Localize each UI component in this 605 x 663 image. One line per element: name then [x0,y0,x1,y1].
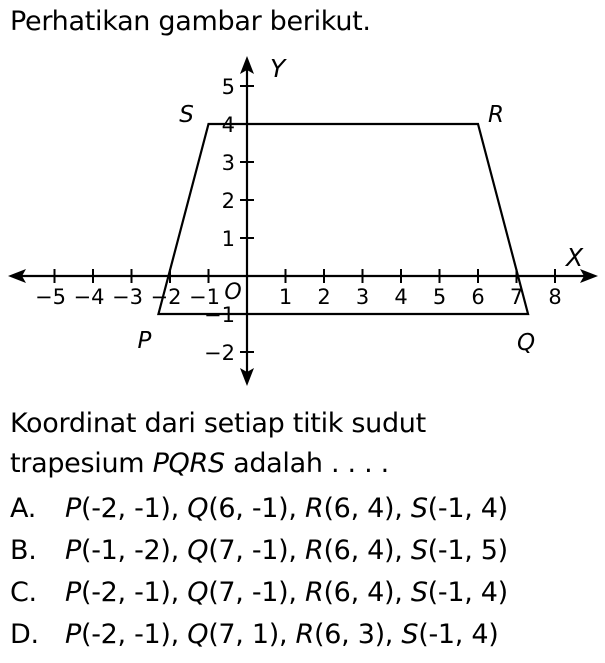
question-line-2-pre: trapesium [10,448,153,479]
option-text [65,530,508,572]
point-name: P [65,577,81,608]
x-tick-label: 3 [355,285,370,309]
point-coordinates: (-2, -1), [80,577,188,608]
y-axis-label: Y [270,54,286,83]
x-tick-label: 5 [432,285,447,309]
point-name: R [304,535,324,566]
y-tick-label: 3 [221,151,235,175]
point-coordinates: (7, 1), [208,619,296,650]
point-name: S [401,619,419,650]
point-coordinates: (7, -1), [208,577,305,608]
x-tick-label: −2 [150,285,182,309]
point-name: R [304,577,324,608]
vertex-label-s: S [179,102,194,128]
point-name: R [295,619,315,650]
point-coordinates: (-1, 4) [427,577,508,608]
vertex-label-q: Q [516,330,536,356]
point-coordinates: (-1, 4) [427,493,508,524]
question-line-1: Koordinat dari setiap titik sudut [10,408,426,439]
point-name: S [410,577,428,608]
point-coordinates: (6, -1), [208,493,305,524]
point-coordinates: (-2, -1), [80,493,188,524]
point-coordinates: (6, 4), [323,577,411,608]
option-b[interactable] [10,530,508,572]
option-label: D. [10,619,39,650]
point-coordinates: (6, 4), [323,493,411,524]
intro-text: Perhatikan gambar berikut. [10,6,371,37]
option-label: A. [10,493,36,524]
option-text [65,488,508,530]
option-text [65,614,498,656]
point-coordinates: (6, 3), [314,619,402,650]
point-coordinates: (-1, -2), [80,535,188,566]
point-name: Q [187,619,209,650]
y-tick-label: 4 [221,113,235,137]
y-tick-label: 5 [221,75,235,99]
x-tick-label: −4 [73,285,105,309]
question-line-2 [10,444,426,484]
option-label: C. [10,577,37,608]
question-text [10,404,426,484]
x-tick-label: −5 [35,285,66,309]
point-name: Q [187,577,209,608]
option-d[interactable] [10,614,508,656]
point-name: Q [187,493,209,524]
y-tick-label: 1 [221,227,235,251]
x-tick-label: 7 [509,285,524,309]
y-tick-label: 2 [221,189,235,213]
point-name: P [65,493,81,524]
option-text [65,572,508,614]
x-tick-label: 2 [317,285,331,309]
point-coordinates: (-2, -1), [80,619,188,650]
point-coordinates: (7, -1), [208,535,305,566]
x-axis-label: X [566,243,584,272]
point-name: R [304,493,324,524]
x-tick-label: 6 [471,285,485,309]
point-coordinates: (-1, 5) [427,535,508,566]
option-c[interactable] [10,572,508,614]
point-name: S [410,535,428,566]
vertex-label-p: P [137,328,152,354]
vertex-label-r: R [488,102,504,128]
answer-options [10,488,508,656]
y-tick-label: −2 [204,341,235,365]
coordinate-graph [0,50,605,395]
point-name: Q [187,535,209,566]
question-line-2-post: adalah . . . . [224,448,389,479]
x-tick-label: −1 [189,285,220,309]
trapezoid-name: PQRS [152,448,225,479]
option-a[interactable] [10,488,508,530]
point-name: P [65,619,81,650]
x-tick-label: 1 [278,285,293,309]
x-tick-label: 8 [548,285,562,309]
point-name: S [410,493,428,524]
option-label: B. [10,535,37,566]
point-coordinates: (6, 4), [323,535,411,566]
origin-label: O [224,280,242,305]
y-tick-label: −1 [204,303,235,327]
x-tick-label: −3 [112,285,143,309]
point-name: P [65,535,81,566]
x-tick-label: 4 [394,285,408,309]
point-coordinates: (-1, 4) [418,619,499,650]
